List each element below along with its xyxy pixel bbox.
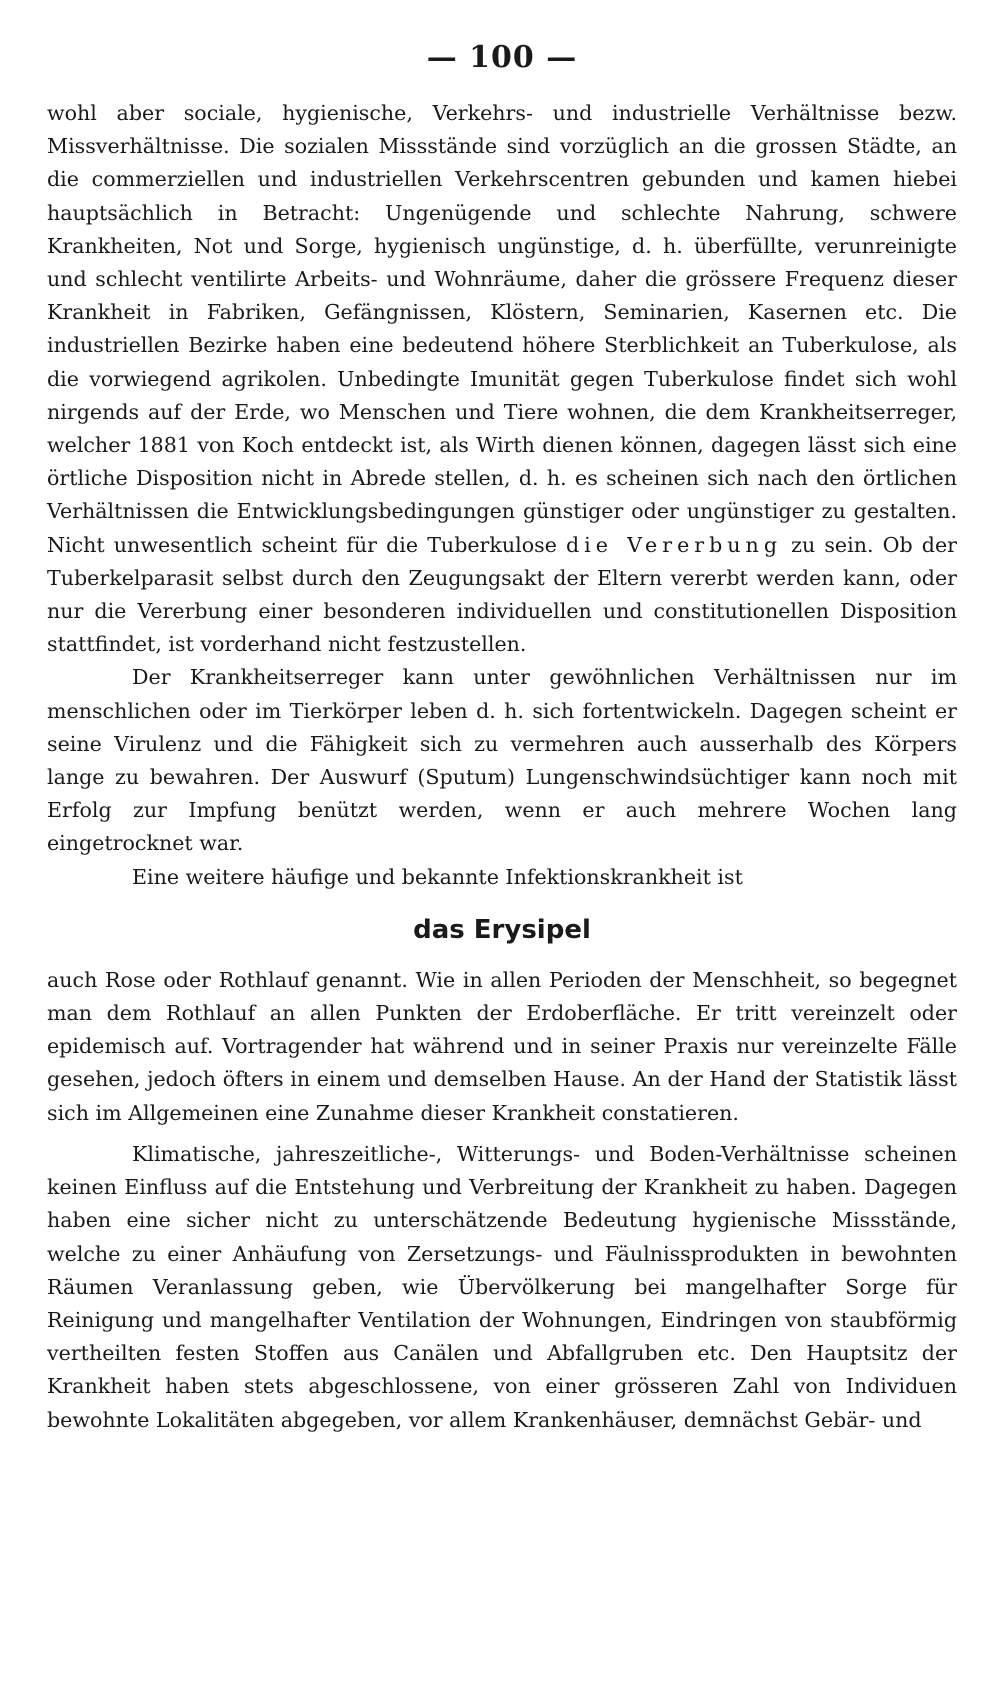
section-heading: das Erysipel <box>413 914 591 945</box>
paragraph-erysipel-intro: auch Rose oder Rothlauf genannt. Wie in allen Perioden der Menschheit, so begegnet man dem Rothlauf an allen Punkten der Erdoberfläche. Er tritt vereinzelt oder epidemisch auf. Vortragender hat während und in seiner Praxis nur vereinzelte Fälle gesehen, jedoch öfters in einem und demselben Hause. An der Hand der Statistik lässt sich im Allgemeinen eine Zunahme dieser Krankheit constatieren. <box>47 967 957 1125</box>
page-number: — 100 — <box>426 40 578 75</box>
paragraph-erysipel-causes: Klimatische, jahreszeitliche-, Witterungs- und Boden-Verhältnisse scheinen keinen Einfluss auf die Entstehung und Verbreitung der Krankheit zu haben. Dagegen haben eine sicher nicht zu unterschätzende Bedeutung hygienische Missstände, welche zu einer Anhäufung von Zersetzungs- und Fäulnissprodukten in bewohnten Räumen Veranlassung geben, wie Übervölkerung bei mangelhafter Sorge für Reinigung und mangelhafter Ventilation der Wohnungen, Eindringen von staubförmig vertheilten festen Stoffen aus Canälen und Abfallgruben etc. Den Hauptsitz der Krankheit haben stets abgeschlossene, von einer grösseren Zahl von Individuen bewohnte Lokalitäten abgegeben, vor allem Krankenhäuser, demnächst Gebär- und <box>47 1141 957 1432</box>
paragraph-tuberculosis-causes <box>47 97 957 661</box>
paragraph-text: zu sein. Ob der Tuberkelparasit selbst durch den Zeugungsakt der Eltern vererbt werden kann, oder nur die Vererbung einer besonderen individuellen und constitutionellen Disposition stattfindet, ist vorderhand nicht festzustellen. <box>47 532 957 657</box>
paragraph-transition: Eine weitere häufige und bekannte Infektionskrankheit ist <box>132 864 743 889</box>
paragraph-pathogen: Der Krankheitserreger kann unter gewöhnlichen Verhältnissen nur im menschlichen oder im Tierkörper leben d. h. sich fortentwickeln. Dagegen scheint er seine Virulenz und die Fähigkeit sich zu vermehren auch ausserhalb des Körpers lange zu bewahren. Der Auswurf (Sputum) Lungenschwindsüchtiger kann noch mit Erfolg zur Impfung benützt werden, wenn er auch mehrere Wochen lang eingetrocknet war. <box>47 665 957 856</box>
document-page <box>47 30 957 1437</box>
emphasized-spaced-text: die Vererbung <box>566 532 783 557</box>
paragraph-text: wohl aber sociale, hygienische, Verkehrs- und industrielle Verhältnisse bezw. Missverhältnisse. Die sozialen Missstände sind vorzüglich an die grossen Städte, an die commerziellen und industriellen Verkehrscentren gebunden und kamen hiebei hauptsächlich in Betracht: Ungenügende und schlechte Nahrung, schwere Krankheiten, Not und Sorge, hygienisch ungünstige, d. h. überfüllte, verunreinigte und schlecht ventilirte Arbeits- und Wohnräume, daher die grössere Frequenz dieser Krankheit in Fabriken, Gefängnissen, Klöstern, Seminarien, Kasernen etc. Die industriellen Bezirke haben eine bedeutend höhere Sterblichkeit an Tuberkulose, als die vorwiegend agrikolen. Unbedingte Imunität gegen Tuberkulose findet sich wohl nirgends auf der Erde, wo Menschen und Tiere wohnen, die dem Krankheitserreger, welcher 1881 von Koch entdeckt ist, als Wirth dienen können, dagegen lässt sich eine örtliche Disposition nicht in Abrede stellen, d. h. es scheinen sich nach den örtlichen Verhältnissen die Entwicklungsbedingungen günstiger oder ungünstiger zu gestalten. Nicht unwesentlich scheint für die Tuberkulose <box>47 101 957 557</box>
paragraph-gap <box>47 1130 957 1138</box>
